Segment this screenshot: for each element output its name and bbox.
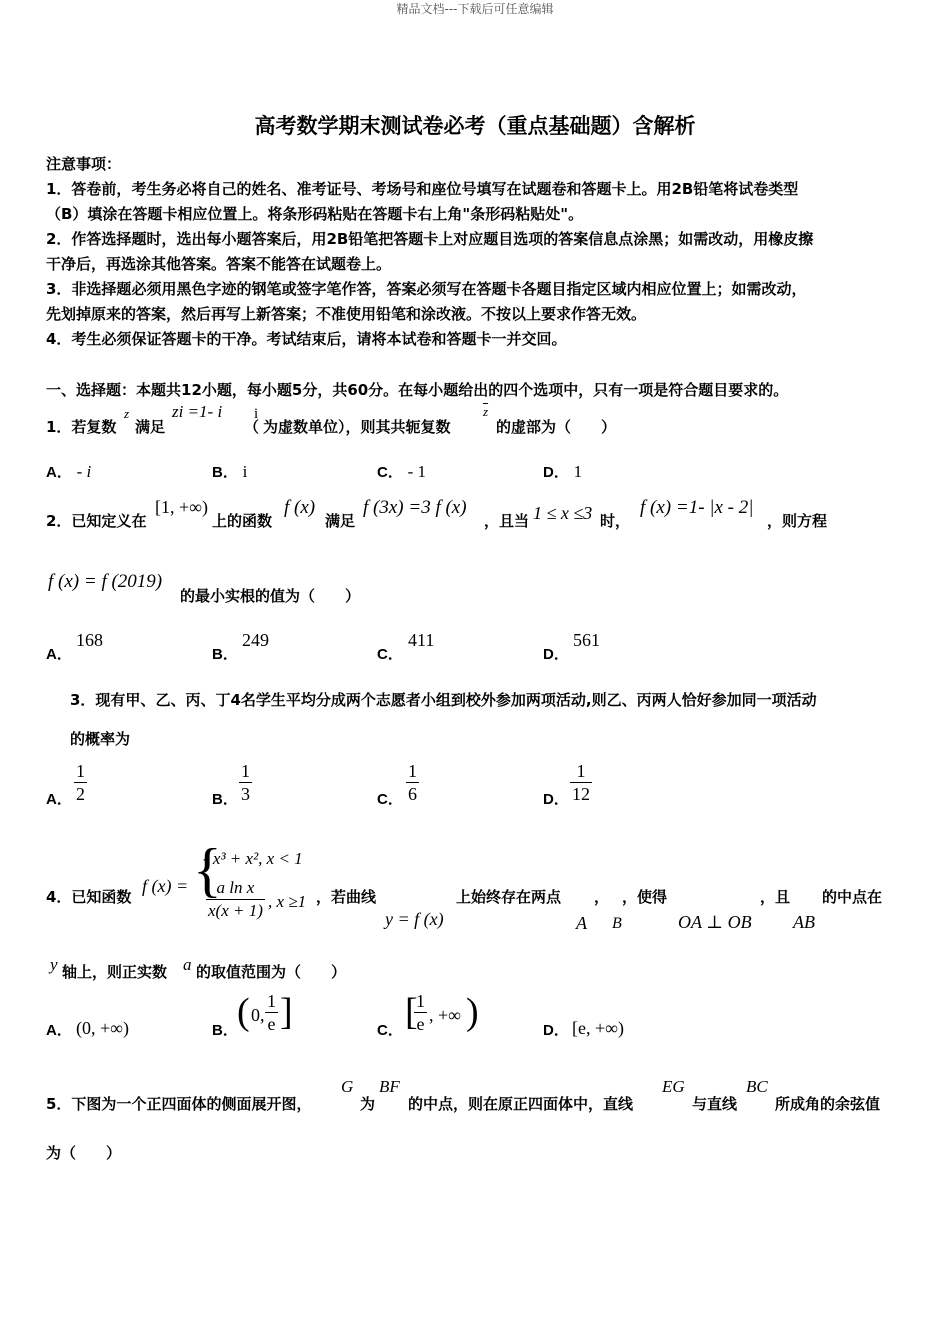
option-letter: D． — [543, 791, 569, 808]
notice-line-4: 干净后，再选涂其他答案。答案不能答在试题卷上。 — [46, 255, 392, 273]
q5-text-5: 所成角的余弦值 — [775, 1095, 881, 1113]
q2-equation-2: f (x) =1- |x - 2| — [640, 497, 754, 518]
q2-domain: [1, +∞) — [155, 497, 208, 517]
q3-option-a[interactable] — [46, 789, 72, 810]
option-letter: A． — [46, 791, 72, 808]
q4-option-c-fraction — [414, 990, 427, 1035]
q2-equation-3: f (x) = f (2019) — [48, 571, 163, 592]
q4-text-1: 4．已知函数 — [46, 888, 132, 906]
notice-line-1: 1．答卷前，考生务必将自己的姓名、准考证号、考场号和座位号填写在试题卷和答题卡上。用2B铅笔将试卷类型 — [46, 180, 799, 198]
paren-open: ( — [237, 991, 250, 1033]
q4-option-b-fraction — [265, 990, 278, 1035]
q4-fx: f (x) = — [142, 876, 189, 896]
denominator: 3 — [241, 784, 250, 804]
q5-BF: BF — [379, 1077, 400, 1096]
q4-comma: ， — [594, 888, 610, 906]
q1-text-1: 1．若复数 — [46, 418, 117, 436]
option-value: i — [242, 462, 248, 481]
q4-a-var: a — [183, 955, 192, 974]
q1-option-c[interactable] — [377, 462, 426, 483]
q4-curve: y = f (x) — [385, 909, 444, 929]
q2-text-4: ，且当 — [484, 512, 530, 530]
q5-text-4: 与直线 — [692, 1095, 738, 1113]
q2-text-1: 2．已知定义在 — [46, 512, 147, 530]
q3-option-d[interactable] — [543, 789, 569, 810]
q5-G: G — [341, 1077, 354, 1096]
option-letter: A． — [46, 464, 72, 481]
q4-option-b-value: 0, — [251, 1005, 265, 1025]
denominator: 2 — [76, 784, 85, 804]
q4-option-d-value: [e, +∞) — [572, 1018, 624, 1038]
q2-option-d-value: 561 — [573, 630, 600, 650]
option-letter: B． — [212, 646, 238, 663]
q3-line-2: 的概率为 — [70, 730, 131, 748]
q2-f: f (x) — [284, 497, 316, 518]
q2-text-3: 满足 — [325, 512, 356, 530]
section-heading: 一、选择题：本题共12小题，每小题5分，共60分。在每小题给出的四个选项中，只有一项是符合题目要求的。 — [46, 381, 789, 399]
q4-case-2-condition: , x ≥1 — [268, 892, 307, 911]
q4-text-7: 轴上，则正实数 — [62, 963, 168, 981]
option-letter: C． — [377, 1022, 403, 1039]
option-letter: B． — [212, 1022, 238, 1039]
numerator: 1 — [267, 991, 276, 1011]
header-note: 精品文档---下载后可任意编辑 — [396, 2, 554, 16]
option-letter: C． — [377, 791, 403, 808]
q2-option-b-value: 249 — [242, 630, 269, 650]
q4-AB: AB — [793, 912, 815, 932]
denominator: 12 — [572, 784, 590, 804]
q4-option-c[interactable] — [377, 1020, 403, 1041]
q4-point-A: A — [576, 913, 587, 933]
q4-option-b[interactable] — [212, 1020, 238, 1041]
q2-option-b[interactable] — [212, 644, 238, 665]
denominator: 6 — [408, 784, 417, 804]
q1-text-4: 为虚数单位），则其共轭复数 — [263, 418, 451, 436]
q1-option-a[interactable] — [46, 462, 91, 483]
q5-text-2: 为 — [360, 1095, 376, 1113]
notice-line-2: （B）填涂在答题卡相应位置上。将条形码粘贴在答题卡右上角"条形码粘贴处"。 — [46, 205, 584, 223]
denominator: x(x + 1) — [208, 901, 263, 920]
option-letter: C． — [377, 646, 403, 663]
numerator: 1 — [241, 761, 250, 781]
q3-option-d-fraction — [570, 760, 592, 805]
q4-case-2-fraction — [206, 877, 265, 922]
q4-text-5: ，且 — [760, 888, 791, 906]
q5-text-6: 为（ ） — [46, 1144, 122, 1162]
q4-option-a-value: (0, +∞) — [76, 1018, 129, 1038]
q5-EG: EG — [662, 1077, 685, 1096]
q3-option-c-fraction — [406, 760, 419, 805]
denominator: e — [267, 1014, 276, 1034]
q2-text-7: 的最小实根的值为（ ） — [180, 587, 361, 605]
q1-option-d[interactable] — [543, 462, 582, 483]
q4-point-B: B — [612, 915, 622, 932]
q3-option-c[interactable] — [377, 789, 403, 810]
option-letter: C． — [377, 464, 403, 481]
option-value: - 1 — [407, 462, 427, 481]
page-title: 高考数学期末测试卷必考（重点基础题）含解析 — [254, 114, 696, 138]
q4-option-a[interactable] — [46, 1020, 72, 1041]
q1-zbar: $\overline{z}$ — [483, 404, 489, 419]
option-value: - i — [76, 462, 92, 481]
q4-option-c-value: , +∞ — [429, 1005, 461, 1025]
option-letter: D． — [543, 1022, 569, 1039]
q2-option-a[interactable] — [46, 644, 72, 665]
q1-z: z — [124, 406, 130, 421]
bracket-open: [ — [405, 991, 418, 1033]
q2-option-a-value: 168 — [76, 630, 103, 650]
q1-text-2: 满足 — [135, 418, 166, 436]
option-letter: D． — [543, 646, 569, 663]
q3-option-a-fraction — [74, 760, 87, 805]
numerator: 1 — [570, 760, 592, 783]
numerator: 1 — [408, 761, 417, 781]
q3-option-b[interactable] — [212, 789, 238, 810]
q2-text-2: 上的函数 — [212, 512, 273, 530]
q4-text-6: 的中点在 — [822, 888, 883, 906]
option-letter: A． — [46, 646, 72, 663]
notice-line-7: 4．考生必须保证答题卡的干净。考试结束后，请将本试卷和答题卡一并交回。 — [46, 330, 567, 348]
paren-close: ) — [466, 991, 479, 1033]
q1-option-b[interactable] — [212, 462, 247, 483]
q2-text-6: ，则方程 — [767, 512, 828, 530]
q2-option-d[interactable] — [543, 644, 569, 665]
q2-option-c-value: 411 — [408, 630, 435, 650]
q1-text-5: 的虚部为（ ） — [496, 418, 617, 436]
q2-text-5: 时， — [600, 512, 631, 530]
q4-text-3: 上始终存在两点 — [456, 888, 562, 906]
option-letter: B． — [212, 464, 238, 481]
notice-line-5: 3．非选择题必须用黑色字迹的钢笔或签字笔作答，答案必须写在答题卡各题目指定区域内相应位置上；如需改动， — [46, 280, 807, 298]
notice-line-6: 先划掉原来的答案，然后再写上新答案；不准使用铅笔和涂改液。不按以上要求作答无效。 — [46, 305, 647, 323]
q1-i: i — [254, 406, 259, 422]
numerator: 1 — [76, 761, 85, 781]
option-value: 1 — [573, 462, 583, 481]
denominator: e — [416, 1014, 425, 1034]
q3-option-b-fraction — [239, 760, 252, 805]
q2-equation-1: f (3x) =3 f (x) — [363, 497, 467, 518]
q5-text-3: 的中点，则在原正四面体中，直线 — [408, 1095, 634, 1113]
q4-y: y — [50, 955, 58, 974]
left-brace: { — [193, 837, 222, 903]
bracket-close: ] — [280, 991, 293, 1033]
option-letter: A． — [46, 1022, 72, 1039]
q4-text-4: ，使得 — [622, 888, 668, 906]
notice-line-3: 2．作答选择题时，选出每小题答案后，用2B铅笔把答题卡上对应题目选项的答案信息点涂黑；如需改动，用橡皮擦 — [46, 230, 814, 248]
q4-text-8: 的取值范围为（ ） — [196, 963, 347, 981]
notice-heading: 注意事项： — [46, 155, 122, 173]
q2-condition: 1 ≤ x ≤3 — [533, 503, 593, 523]
q1-equation: zi =1- i — [172, 402, 223, 421]
option-letter: B． — [212, 791, 238, 808]
q5-BC: BC — [746, 1077, 768, 1096]
q3-line-1: 3．现有甲、乙、丙、丁4名学生平均分成两个志愿者小组到校外参加两项活动,则乙、丙两人恰好参加同一项活动 — [70, 691, 817, 709]
q4-text-2: ，若曲线 — [316, 888, 377, 906]
q4-option-d[interactable] — [543, 1020, 569, 1041]
q2-option-c[interactable] — [377, 644, 403, 665]
q4-case-1: - x³ + x², x < 1 — [203, 849, 303, 868]
q4-perpendicular: OA ⊥ OB — [678, 912, 752, 932]
q1-text-3: （ — [244, 418, 260, 436]
numerator: a ln x — [206, 877, 265, 900]
numerator: 1 — [416, 991, 425, 1011]
q5-text-1: 5．下图为一个正四面体的侧面展开图， — [46, 1095, 312, 1113]
option-letter: D． — [543, 464, 569, 481]
